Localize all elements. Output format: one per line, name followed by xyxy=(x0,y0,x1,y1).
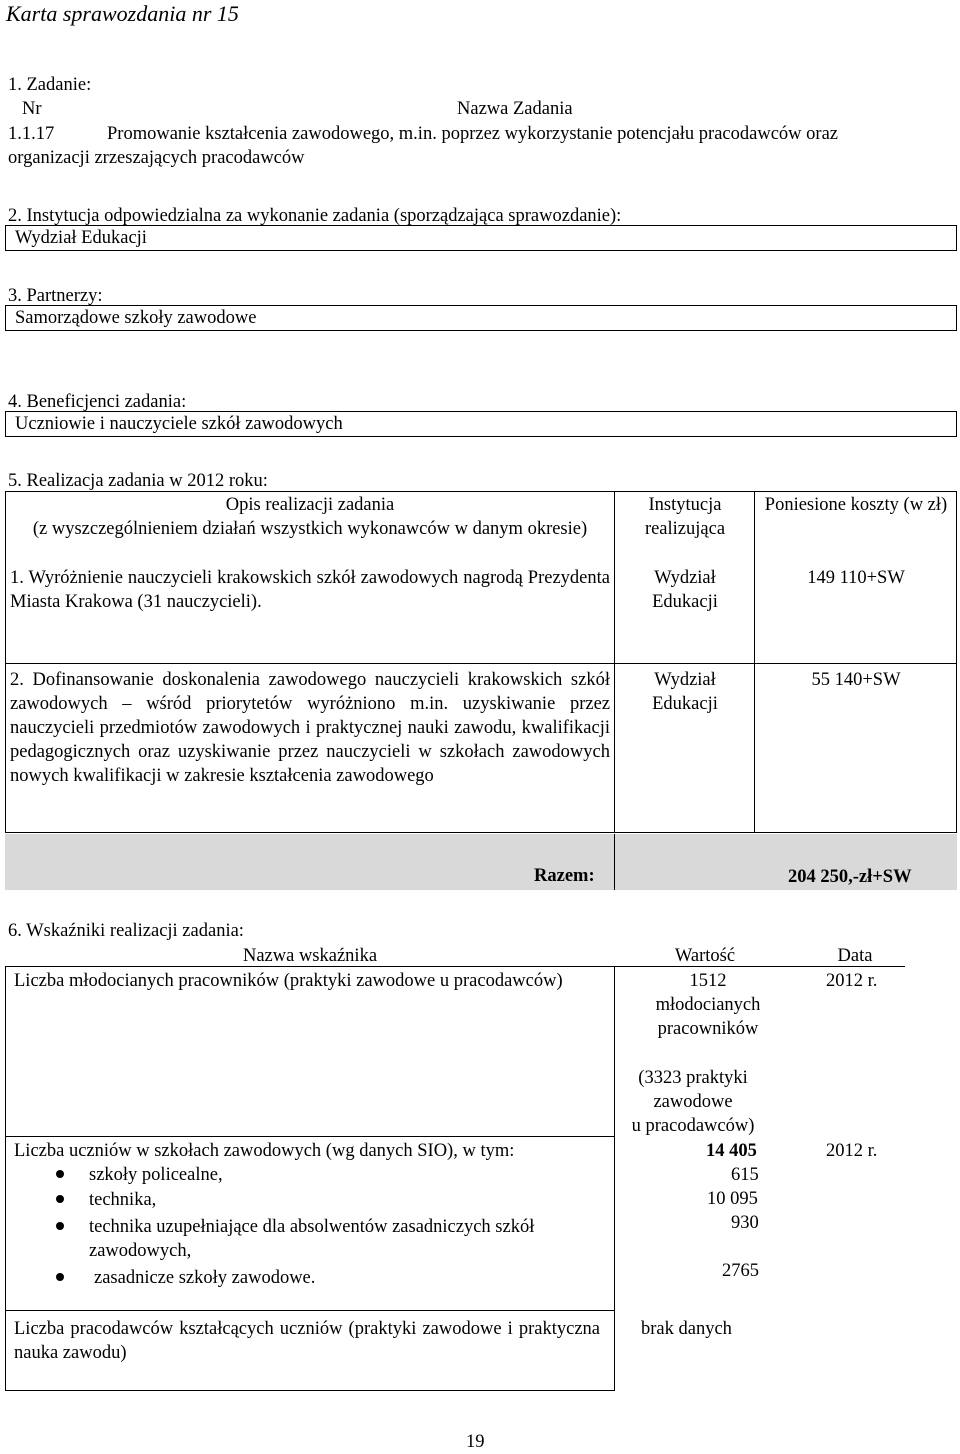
realization-row-1-institution: Wydział Edukacji xyxy=(652,568,718,612)
section-4-box xyxy=(5,411,957,437)
indicator-2-item-2: technika, xyxy=(89,1190,157,1210)
page-number: 19 xyxy=(466,1432,485,1452)
indicator-2-name: Liczba uczniów w szkołach zawodowych (wg danych SIO), w tym: xyxy=(14,1141,515,1161)
table-divider xyxy=(614,491,615,833)
indicator-2-item-3: technika uzupełniające dla absolwentów zasadniczych szkół xyxy=(89,1217,535,1237)
column-name-header: Nazwa Zadania xyxy=(457,99,573,119)
indicator-1-value-f: u pracodawców) xyxy=(631,1116,755,1136)
table-divider xyxy=(614,834,615,890)
realization-row-1-desc: 1. Wyróżnienie nauczycieli krakowskich szkół zawodowych nagrodą Prezydenta Miasta Krakowa (31 nauczycieli). xyxy=(10,568,610,612)
indicators-col-date: Data xyxy=(837,946,873,966)
col-description-title: Opis realizacji zadania xyxy=(225,495,395,515)
table-divider xyxy=(5,966,905,967)
col-institution-title: Instytucja realizująca xyxy=(644,495,726,539)
realization-row-1-cost: 149 110+SW xyxy=(807,568,905,588)
indicator-2-item-1: szkoły policealne, xyxy=(89,1165,223,1185)
indicator-1-value-e: zawodowe xyxy=(653,1092,733,1112)
section-4-heading: 4. Beneficjenci zadania: xyxy=(8,392,187,412)
section-5-heading: 5. Realizacja zadania w 2012 roku: xyxy=(8,471,268,491)
indicator-3-name: Liczba pracodawców kształcących uczniów (praktyki zawodowe i praktyczna nauka zawodu) xyxy=(14,1319,600,1363)
indicator-2-item-3-cont: zawodowych, xyxy=(89,1241,192,1261)
indicator-2-value-1: 615 xyxy=(731,1165,759,1185)
column-nr-header: Nr xyxy=(22,99,42,119)
section-3-box xyxy=(5,305,957,331)
indicator-2-value-3: 930 xyxy=(731,1213,759,1233)
task-name-line1: Promowanie kształcenia zawodowego, m.in. poprzez wykorzystanie potencjału pracodawców oraz xyxy=(107,124,838,144)
indicator-3-value: brak danych xyxy=(641,1319,732,1339)
table-divider xyxy=(754,491,755,833)
indicator-2-date: 2012 r. xyxy=(826,1141,878,1161)
realization-row-2-institution: Wydział Edukacji xyxy=(652,670,718,714)
table-divider xyxy=(5,1136,615,1137)
indicator-1-date: 2012 r. xyxy=(826,971,878,991)
col-description-subtitle: (z wyszczególnieniem działań wszystkich wykonawców w danym okresie) xyxy=(32,519,588,539)
section-2-heading: 2. Instytucja odpowiedzialna za wykonanie zadania (sporządzająca sprawozdanie): xyxy=(8,206,622,226)
partners-value: Samorządowe szkoły zawodowe xyxy=(15,308,257,328)
col-costs-title: Poniesione koszty (w zł) xyxy=(764,495,948,515)
indicator-1-name: Liczba młodocianych pracowników (praktyki zawodowe u pracodawców) xyxy=(14,971,563,991)
responsible-institution: Wydział Edukacji xyxy=(15,228,147,248)
indicator-2-total: 14 405 xyxy=(706,1141,757,1161)
indicator-1-value-d: (3323 praktyki xyxy=(638,1068,748,1088)
table-divider xyxy=(5,966,6,1390)
document-title: Karta sprawozdania nr 15 xyxy=(6,1,239,26)
indicator-2-item-4: zasadnicze szkoły zawodowe. xyxy=(94,1268,316,1288)
indicator-2-value-2: 10 095 xyxy=(707,1189,758,1209)
indicator-2-value-4: 2765 xyxy=(722,1261,759,1281)
indicator-1-value-c: pracowników xyxy=(657,1019,759,1039)
task-name-line2: organizacji zrzeszających pracodawców xyxy=(8,148,305,168)
beneficiaries-value: Uczniowie i nauczyciele szkół zawodowych xyxy=(15,414,343,434)
table-divider xyxy=(614,966,615,1390)
total-value: 204 250,-zł+SW xyxy=(788,867,912,887)
bullet-icon xyxy=(56,1273,64,1281)
task-number: 1.1.17 xyxy=(8,124,55,144)
section-2-box xyxy=(5,225,957,251)
bullet-icon xyxy=(56,1222,64,1230)
section-6-heading: 6. Wskaźniki realizacji zadania: xyxy=(8,921,244,941)
table-divider xyxy=(5,1310,615,1311)
total-label: Razem: xyxy=(534,866,595,886)
section-1-heading: 1. Zadanie: xyxy=(8,75,92,95)
indicator-1-value-a: 1512 xyxy=(689,971,727,991)
indicators-col-name: Nazwa wskaźnika xyxy=(242,946,378,966)
table-divider xyxy=(5,663,957,664)
section-3-heading: 3. Partnerzy: xyxy=(8,286,103,306)
realization-row-2-cost: 55 140+SW xyxy=(811,670,901,690)
table-divider xyxy=(5,1390,615,1391)
bullet-icon xyxy=(56,1195,64,1203)
bullet-icon xyxy=(56,1170,64,1178)
realization-row-2-desc: 2. Dofinansowanie doskonalenia zawodowego nauczycieli krakowskich szkół zawodowych – wśród priorytetów wyróżniono m.in. uzyskiwanie przez nauczycieli przedmiotów zawodowych i praktycznej nauki zawodu, kwalifikacji pedagogicznych oraz uzyskiwanie przez nauczycieli w szkołach zawodowych nowych kwalifikacji w zakresie kształcenia zawodowego xyxy=(10,670,610,786)
indicators-col-value: Wartość xyxy=(674,946,736,966)
indicator-1-value-b: młodocianych xyxy=(655,995,761,1015)
